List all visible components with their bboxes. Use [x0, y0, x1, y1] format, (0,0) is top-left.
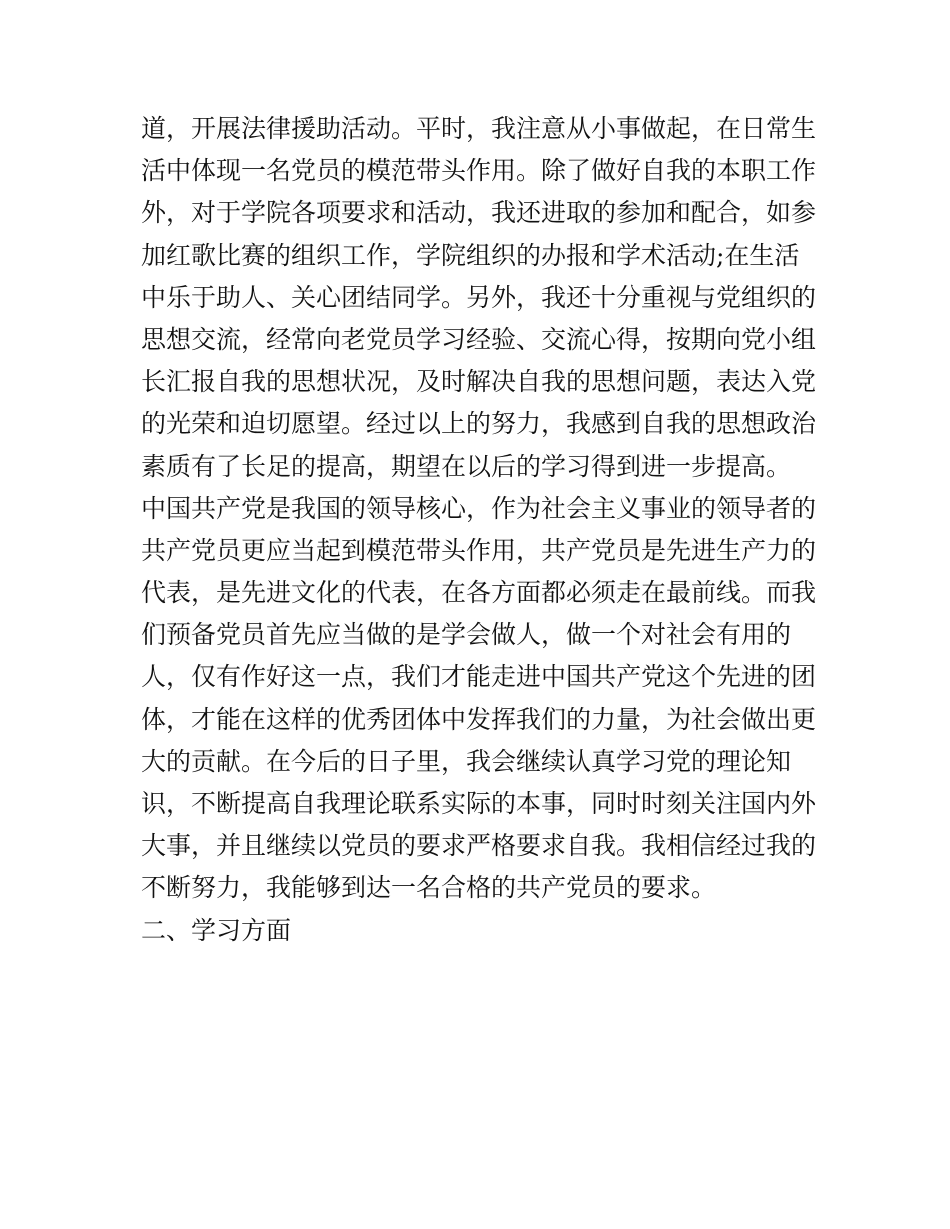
text-line: 素质有了长足的提高，期望在以后的学习得到进一步提高。	[141, 451, 792, 481]
text-line: 外，对于学院各项要求和活动，我还进取的参加和配合，如参	[141, 198, 817, 228]
text-line: 大事，并且继续以党员的要求严格要求自我。我相信经过我的	[141, 831, 817, 861]
section-heading: 二、学习方面	[141, 915, 292, 945]
text-line: 道，开展法律援助活动。平时，我注意从小事做起，在日常生	[141, 114, 817, 143]
text-line: 识，不断提高自我理论联系实际的本事，同时时刻关注国内外	[141, 789, 817, 818]
text-line: 体，才能在这样的优秀团体中发挥我们的力量，为社会做出更	[141, 704, 817, 734]
text-line: 不断努力，我能够到达一名合格的共产党员的要求。	[141, 873, 717, 903]
text-line: 的光荣和迫切愿望。经过以上的努力，我感到自我的思想政治	[141, 409, 817, 439]
text-line: 思想交流，经常向老党员学习经验、交流心得，按期向党小组	[141, 324, 817, 354]
text-line: 加红歌比赛的组织工作，学院组织的办报和学术活动;在生活	[141, 240, 800, 270]
text-line: 代表，是先进文化的代表，在各方面都必须走在最前线。而我	[141, 578, 817, 608]
text-line: 中乐于助人、关心团结同学。另外，我还十分重视与党组织的	[141, 282, 817, 312]
text-line: 中国共产党是我国的领导核心，作为社会主义事业的领导者的	[141, 493, 817, 523]
text-line: 长汇报自我的思想状况，及时解决自我的思想问题，表达入党	[141, 367, 817, 397]
text-line: 共产党员更应当起到模范带头作用，共产党员是先进生产力的	[141, 535, 817, 565]
text-line: 大的贡献。在今后的日子里，我会继续认真学习党的理论知	[141, 746, 792, 776]
document-body	[141, 108, 821, 952]
text-line: 们预备党员首先应当做的是学会做人，做一个对社会有用的	[141, 620, 792, 650]
text-line: 活中体现一名党员的模范带头作用。除了做好自我的本职工作	[141, 156, 817, 186]
text-line: 人，仅有作好这一点，我们才能走进中国共产党这个先进的团	[141, 662, 817, 692]
